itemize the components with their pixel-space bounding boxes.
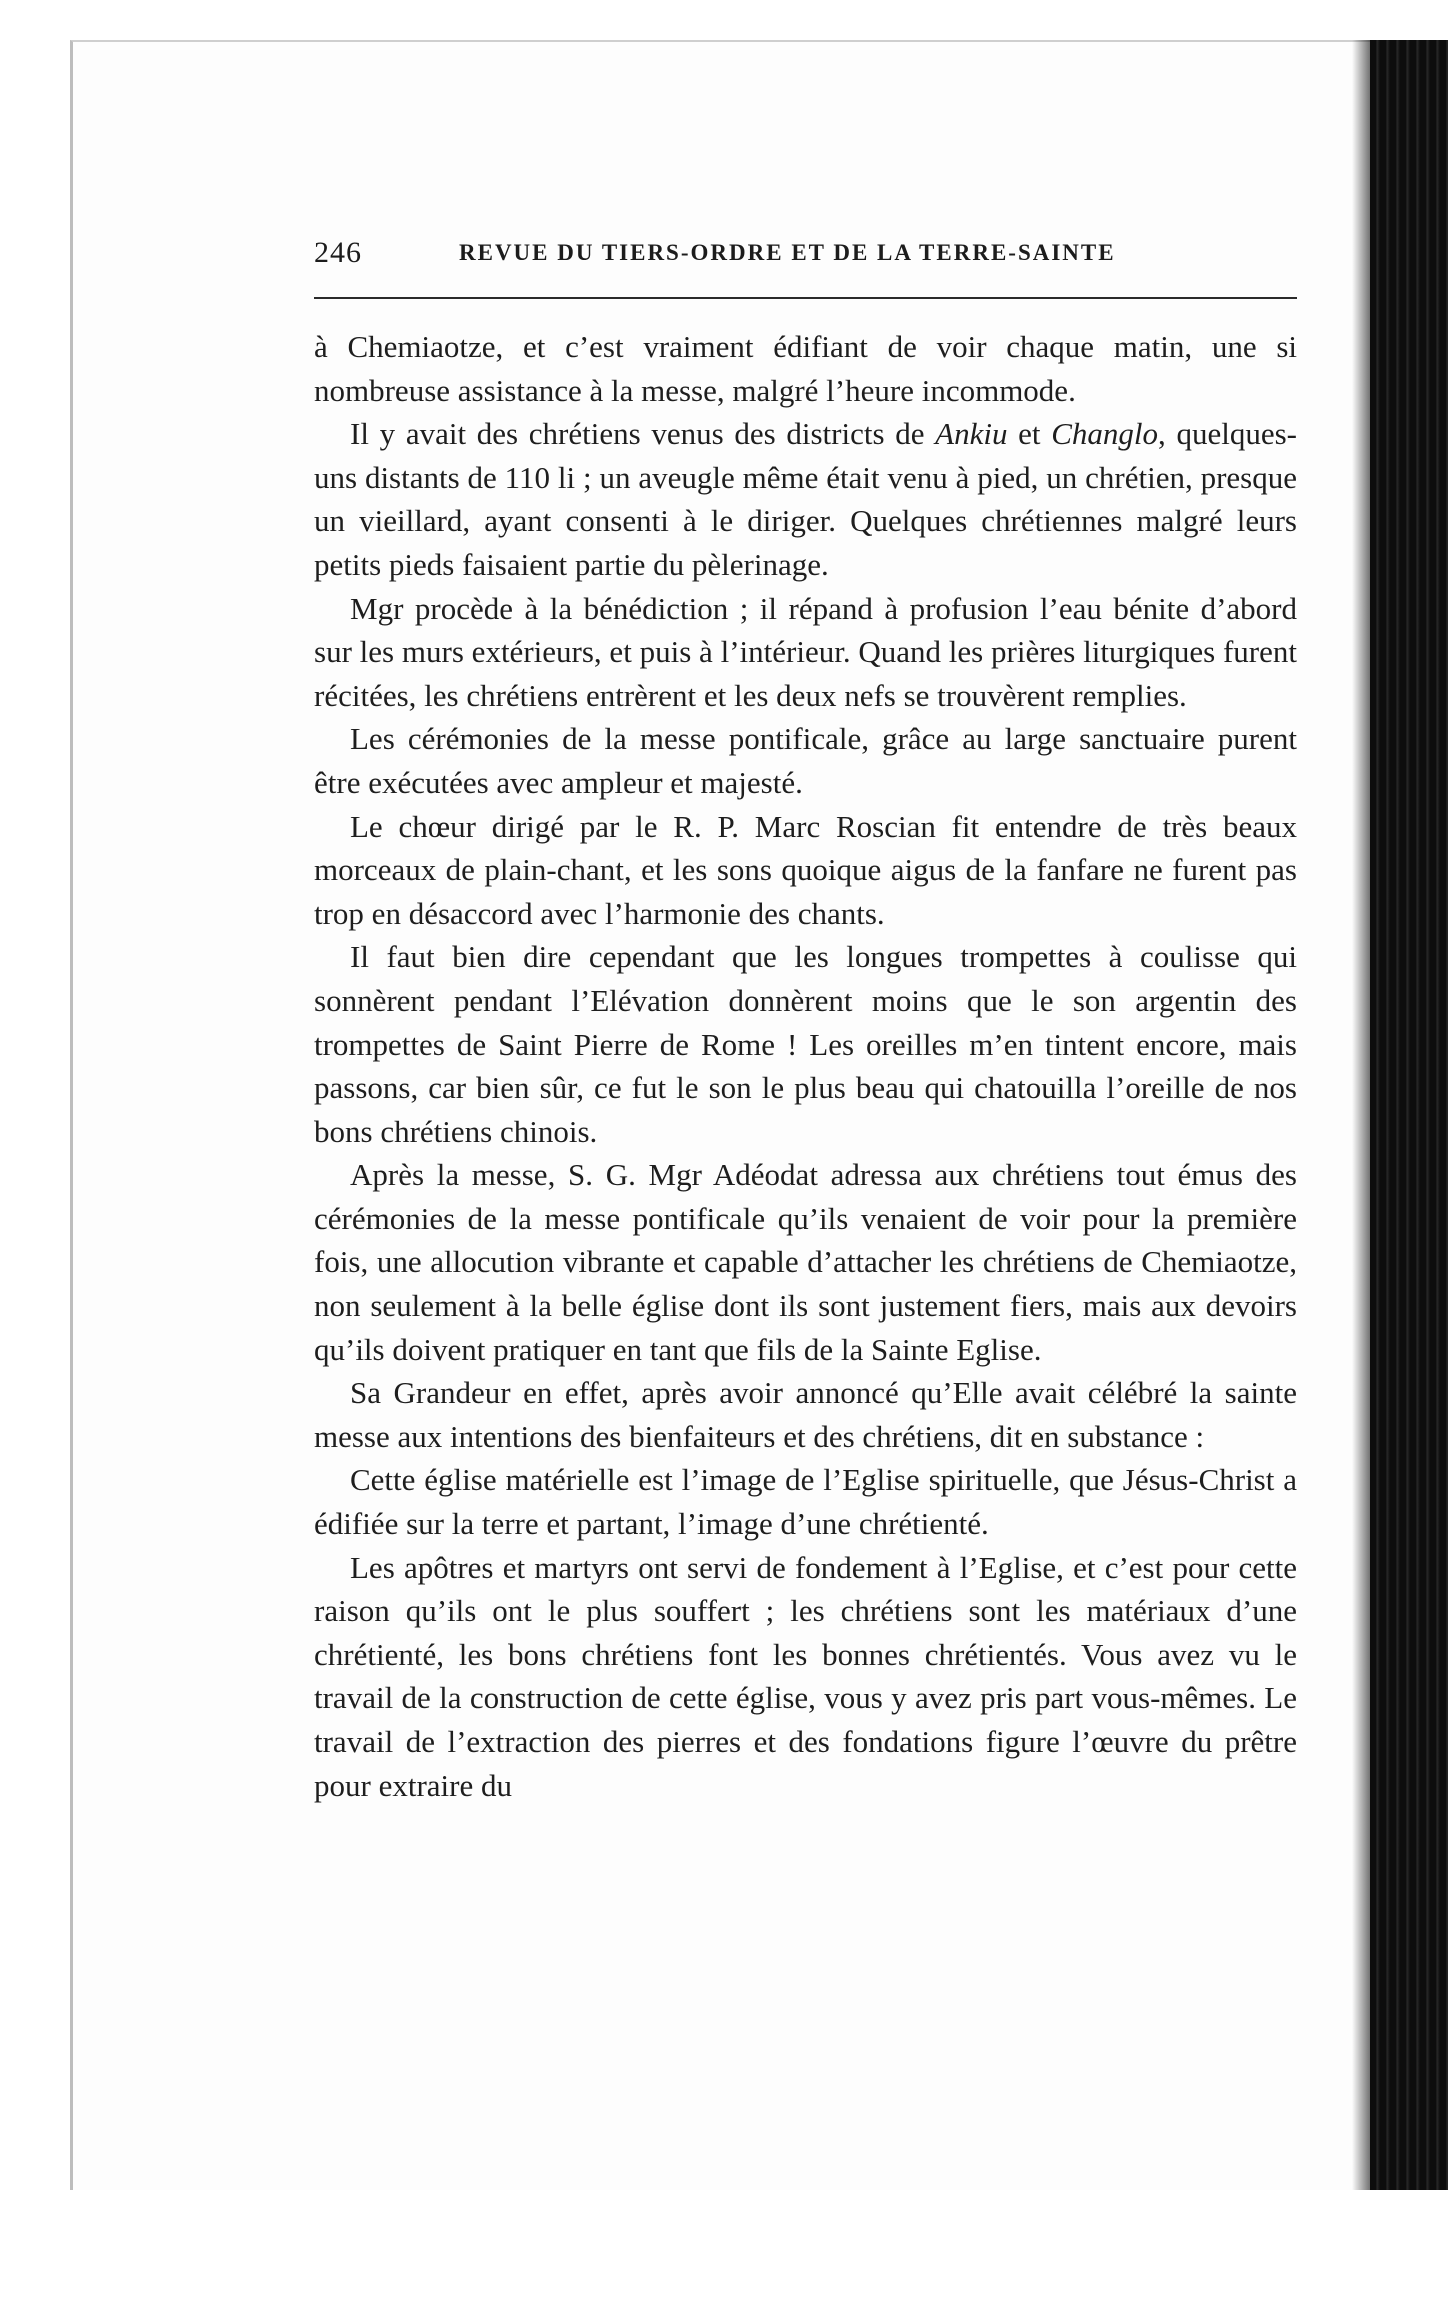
- paragraph-4: Les cérémonies de la messe pontificale, grâce au large sanctuaire purent être exécutées avec ampleur et majesté.: [314, 721, 1297, 800]
- journal-title: REVUE DU TIERS-ORDRE ET DE LA TERRE-SAINTE: [459, 240, 1116, 265]
- paragraph-6: Il faut bien dire cependant que les longues trompettes à coulisse qui sonnèrent pendant l’Elévation donnèrent moins que le son argentin des trompettes de Saint Pierre de Rome ! Les oreilles m’en tintent encore, mais passons, car bien sûr, ce fut le son le plus beau qui chatouilla l’oreille de nos bons chrétiens chinois.: [314, 939, 1297, 1149]
- page-gutter-shadow: [1352, 40, 1370, 2190]
- paragraph-7: Après la messe, S. G. Mgr Adéodat adressa aux chrétiens tout émus des cérémonies de la messe pontificale qu’ils venaient de voir pour la première fois, une allocution vibrante et capable d’attacher les chrétiens de Chemiaotze, non seulement à la belle église dont ils sont justement fiers, mais aux devoirs qu’ils doivent pratiquer en tant que fils de la Sainte Eglise.: [314, 1157, 1297, 1367]
- paragraph-2-text-b: et: [1007, 416, 1052, 452]
- header-rule: [314, 297, 1297, 299]
- scan-margin-left: [0, 0, 70, 2320]
- paragraph-9: Cette église matérielle est l’image de l’Eglise spirituelle, que Jésus-Christ a édifiée sur la terre et partant, l’image d’une chrétienté.: [314, 1462, 1297, 1542]
- paragraph-10: Les apôtres et martyrs ont servi de fondement à l’Eglise, et c’est pour cette raison qu’ils ont le plus souffert ; les chrétiens sont les matériaux d’une chrétienté, les bons chrétiens font les bonnes chrétientés. Vous avez vu le travail de la construction de cette église, vous y avez pris part vous-mêmes. Le travail de l’extraction des pierres et des fondations figure l’œuvre du prêtre pour extraire du: [314, 1549, 1297, 1803]
- place-name-changlo: Changlo: [1051, 416, 1159, 452]
- body-text: [314, 325, 1297, 1807]
- paragraph-8: Sa Grandeur en effet, après avoir annoncé qu’Elle avait célébré la sainte messe aux intentions des bienfaiteurs et des chrétiens, dit en substance :: [314, 1375, 1297, 1454]
- page-number: 246: [314, 236, 362, 269]
- paragraph-5: Le chœur dirigé par le R. P. Marc Roscian fit entendre de très beaux morceaux de plain-chant, et les sons quoique aigus de la fanfare ne furent pas trop en désaccord avec l’harmonie des chants.: [314, 808, 1297, 931]
- paragraph-3: Mgr procède à la bénédiction ; il répand à profusion l’eau bénite d’abord sur les murs extérieurs, et puis à l’intérieur. Quand les prières liturgiques furent récitées, les chrétiens entrèrent et les deux nefs se trouvèrent remplies.: [314, 590, 1297, 713]
- place-name-ankiu: Ankiu: [935, 416, 1008, 452]
- paragraph-2-text-a: Il y avait des chrétiens venus des districts de: [350, 416, 936, 452]
- paragraph-1: à Chemiaotze, et c’est vraiment édifiant de voir chaque matin, une si nombreuse assistance à la messe, malgré l’heure incommode.: [314, 329, 1297, 408]
- paragraph-2: [314, 412, 1297, 586]
- running-head: [314, 236, 1297, 276]
- book-page-edges: [1370, 40, 1448, 2190]
- scan-margin-bottom: [0, 2190, 1448, 2320]
- scan-margin-top: [0, 0, 1448, 40]
- paragraph-2-text-c: , quelques-uns distants de 110 li ; un aveugle même était venu à pied, un chrétien, presque un vieillard, ayant consenti à le diriger. Quelques chrétiennes malgré leurs petits pieds faisaient partie du pèlerinage.: [314, 416, 1297, 582]
